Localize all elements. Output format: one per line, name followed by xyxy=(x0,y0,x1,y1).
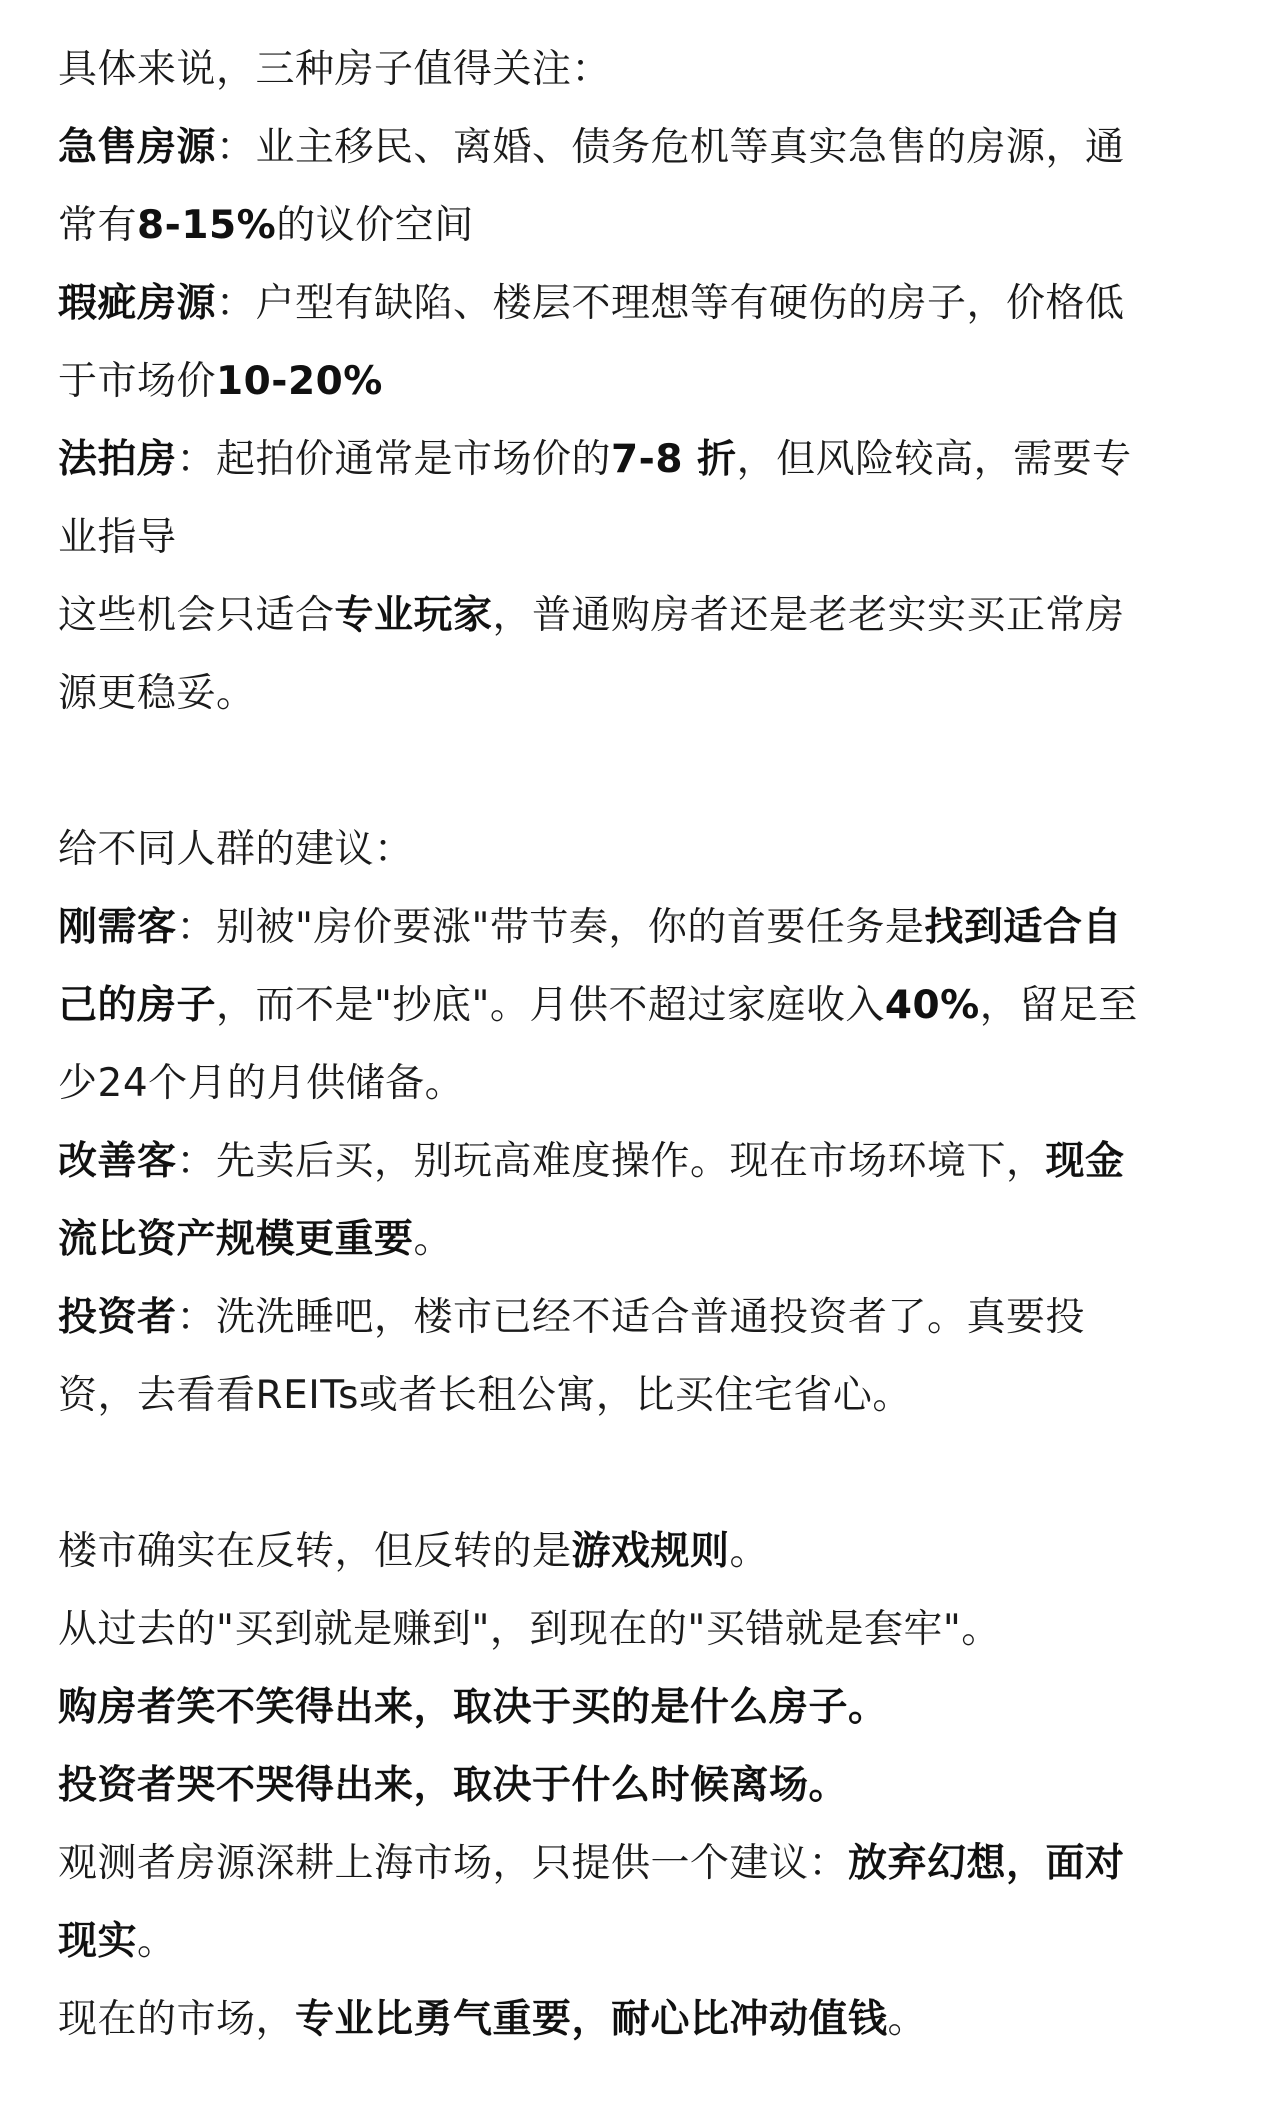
urgent-sale-term: 急售房源 xyxy=(58,125,217,170)
closing-pre: 这些机会只适合 xyxy=(58,593,335,638)
upgrader-post: 。 xyxy=(413,1217,454,1262)
conclusion-line2 xyxy=(58,1600,1001,1660)
section1-intro xyxy=(58,40,611,100)
section1-intro-text: 具体来说，三种房子值得关注： xyxy=(58,47,612,92)
section1-closing-line1 xyxy=(58,586,1125,646)
upgrader-line2 xyxy=(58,1210,453,1270)
first-buyer-pre: ：别被"房价要涨"带节奏，你的首要任务是 xyxy=(176,905,925,950)
upgrader-pre: ：先卖后买，别玩高难度操作。现在市场环境下， xyxy=(176,1139,1046,1184)
flawed-pre: 于市场价 xyxy=(58,359,217,404)
urgent-sale-pre: 常有 xyxy=(58,203,138,248)
closing-bold: 专业玩家 xyxy=(334,593,493,638)
conclusion-line5-pre: 观测者房源深耕上海市场，只提供一个建议： xyxy=(58,1841,849,1886)
conclusion-line4-bold: 投资者哭不哭得出来，取决于什么时候离场。 xyxy=(58,1763,849,1808)
section2-intro xyxy=(58,820,414,880)
urgent-sale-line2 xyxy=(58,196,474,256)
urgent-sale-desc: ：业主移民、离婚、债务危机等真实急售的房源，通 xyxy=(216,125,1125,170)
urgent-sale-line1 xyxy=(58,118,1125,178)
upgrader-bold2: 流比资产规模更重要 xyxy=(58,1217,414,1262)
conclusion-line5 xyxy=(58,1834,1125,1894)
conclusion-line1-bold: 游戏规则 xyxy=(571,1529,730,1574)
closing-line2-text: 源更稳妥。 xyxy=(58,671,256,716)
conclusion-line7-pre: 现在的市场， xyxy=(58,1997,296,2042)
flawed-range: 10-20% xyxy=(216,359,383,404)
closing-post: ，普通购房者还是老老实实买正常房 xyxy=(492,593,1125,638)
first-buyer-line3-text: 少24个月的月供储备。 xyxy=(58,1061,465,1106)
first-buyer-mid: ，而不是"抄底"。月供不超过家庭收入 xyxy=(216,983,885,1028)
upgrader-term: 改善客 xyxy=(58,1139,177,1184)
upgrader-line1 xyxy=(58,1132,1125,1192)
auction-line1 xyxy=(58,430,1132,490)
flawed-line1 xyxy=(58,274,1125,334)
section2-intro-text: 给不同人群的建议： xyxy=(58,827,414,872)
first-buyer-percent: 40% xyxy=(884,983,980,1028)
conclusion-line1 xyxy=(58,1522,769,1582)
urgent-sale-range: 8-15% xyxy=(137,203,277,248)
investor-line2-text: 资，去看看REITs或者长租公寓，比买住宅省心。 xyxy=(58,1373,912,1418)
first-buyer-post: ，留足至 xyxy=(979,983,1138,1028)
flawed-line2 xyxy=(58,352,383,412)
conclusion-line3-bold: 购房者笑不笑得出来，取决于买的是什么房子。 xyxy=(58,1685,888,1730)
first-buyer-bold2: 己的房子 xyxy=(58,983,217,1028)
investor-line1 xyxy=(58,1288,1085,1348)
auction-term: 法拍房 xyxy=(58,437,177,482)
conclusion-line2-text: 从过去的"买到就是赚到"，到现在的"买错就是套牢"。 xyxy=(58,1607,1001,1652)
investor-desc: ：洗洗睡吧，楼市已经不适合普通投资者了。真要投 xyxy=(176,1295,1086,1340)
investor-term: 投资者 xyxy=(58,1295,177,1340)
flawed-term: 瑕疵房源 xyxy=(58,281,217,326)
first-buyer-term: 刚需客 xyxy=(58,905,177,950)
first-buyer-line2 xyxy=(58,976,1138,1036)
conclusion-line6-post: 。 xyxy=(137,1919,177,1964)
conclusion-line4 xyxy=(58,1756,848,1816)
auction-line2-text: 业指导 xyxy=(58,515,177,560)
first-buyer-line1 xyxy=(58,898,1122,958)
conclusion-line6 xyxy=(58,1912,177,1972)
conclusion-line1-pre: 楼市确实在反转，但反转的是 xyxy=(58,1529,572,1574)
conclusion-line7-post: 。 xyxy=(887,1997,928,2042)
investor-line2 xyxy=(58,1366,912,1426)
conclusion-line1-post: 。 xyxy=(729,1529,770,1574)
conclusion-line3 xyxy=(58,1678,888,1738)
auction-pre: ：起拍价通常是市场价的 xyxy=(176,437,612,482)
auction-post: ，但风险较高，需要专 xyxy=(736,437,1132,482)
auction-discount: 7-8 折 xyxy=(611,437,737,482)
conclusion-line7 xyxy=(58,1990,927,2050)
conclusion-line6-bold: 现实 xyxy=(58,1919,138,1964)
auction-line2 xyxy=(58,508,177,568)
upgrader-bold1: 现金 xyxy=(1045,1139,1125,1184)
section1-closing-line2 xyxy=(58,664,256,724)
flawed-desc: ：户型有缺陷、楼层不理想等有硬伤的房子，价格低 xyxy=(216,281,1125,326)
conclusion-line5-bold: 放弃幻想，面对 xyxy=(848,1841,1125,1886)
conclusion-line7-bold: 专业比勇气重要，耐心比冲动值钱 xyxy=(295,1997,888,2042)
urgent-sale-post: 的议价空间 xyxy=(276,203,474,248)
first-buyer-bold1: 找到适合自 xyxy=(924,905,1122,950)
first-buyer-line3 xyxy=(58,1054,464,1114)
